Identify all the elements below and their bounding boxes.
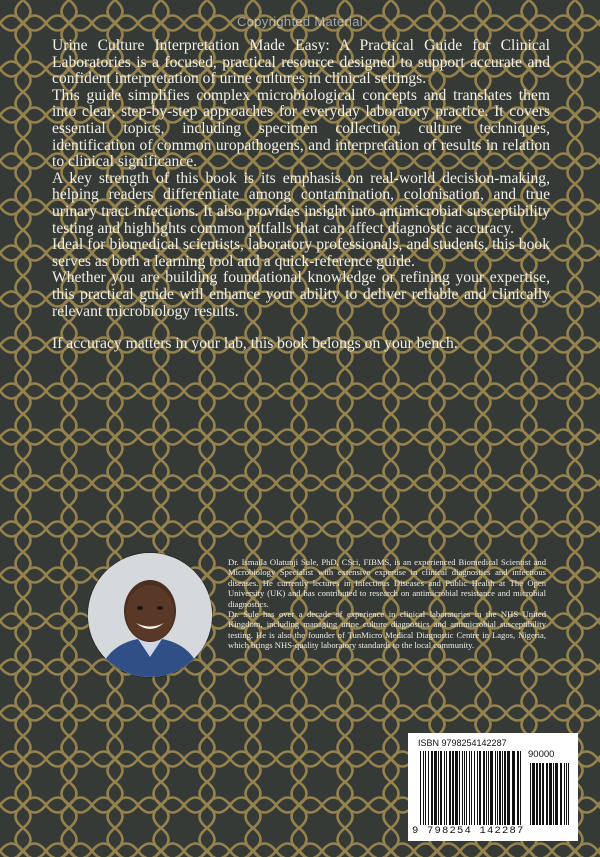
barcode-bar bbox=[532, 763, 535, 825]
barcode-bar bbox=[539, 763, 541, 825]
barcode-bar bbox=[452, 751, 454, 825]
barcode-bar bbox=[512, 751, 515, 825]
barcode-bar bbox=[549, 763, 552, 825]
blurb-paragraph: A key strength of this book is its emphasis on real-world decision-making, helping readers differentiate among contamination, colonisation, and true urinary tract infections. It also provides insight into antimicrobial susceptibility testing and highlights common pitfalls that can affect diagnostic accuracy. bbox=[52, 169, 550, 237]
barcode-bar bbox=[499, 751, 501, 825]
barcode-bar bbox=[536, 763, 538, 825]
barcode-bar bbox=[438, 751, 439, 825]
barcode-bar bbox=[520, 751, 521, 825]
barcode-bar bbox=[566, 763, 567, 825]
barcode-bar bbox=[564, 763, 565, 825]
barcode-bar bbox=[464, 751, 465, 825]
barcode-bar bbox=[471, 751, 472, 825]
barcode-bar bbox=[466, 751, 467, 825]
barcode-bar bbox=[568, 763, 569, 825]
barcode-bar bbox=[555, 763, 558, 825]
blurb-paragraph: Urine Culture Interpretation Made Easy: A Practical Guide for Clinical Laboratories is a focused, practical resource designed to support accurate and confident interpretation of urine cultures in clinical settings. bbox=[52, 37, 550, 88]
barcode-bar bbox=[490, 751, 493, 825]
price-code: 90000 bbox=[528, 749, 555, 760]
barcode-bar bbox=[459, 751, 460, 825]
barcode-bar bbox=[479, 751, 481, 825]
barcode-bar bbox=[449, 751, 451, 825]
barcode-bar bbox=[474, 751, 475, 825]
blurb-closing-line: If accuracy matters in your lab, this book belongs on your bench. bbox=[52, 335, 458, 353]
barcode-bar bbox=[553, 763, 554, 825]
isbn-barcode bbox=[408, 733, 578, 841]
author-bio bbox=[228, 557, 546, 651]
barcode-bar bbox=[444, 751, 445, 825]
barcode-bar bbox=[560, 763, 562, 825]
barcode-bar bbox=[517, 751, 519, 825]
barcode-bar bbox=[455, 751, 458, 825]
barcode-bar bbox=[486, 751, 487, 825]
barcode-bar bbox=[462, 751, 463, 825]
barcode-bar bbox=[420, 751, 421, 825]
barcode-bar bbox=[530, 763, 531, 825]
barcode-bar bbox=[477, 751, 478, 825]
author-portrait-illustration bbox=[88, 553, 212, 677]
blurb-paragraph: Whether you are building foundational knowledge or refining your expertise, this practical guide will enhance your ability to deliver reliable and clinically relevant microbiology results. bbox=[52, 269, 550, 320]
barcode-bar bbox=[431, 751, 433, 825]
barcode-bar bbox=[502, 751, 503, 825]
blurb-paragraph: This guide simplifies complex microbiological concepts and translates them into clear, step-by-step approaches for everyday laboratory practice. It covers essential topics, including specimen collection, culture techniques, identification of common uropathogens, and interpretation of results in relation to clinical significance. bbox=[52, 86, 550, 171]
barcode-bar bbox=[542, 763, 544, 825]
barcode-bar bbox=[469, 751, 470, 825]
barcode-bar bbox=[495, 751, 496, 825]
barcode-bar bbox=[428, 751, 429, 825]
author-photo bbox=[88, 553, 212, 677]
author-bio-paragraph: Dr. Sule has over a decade of experience in clinical laboratories in the NHS United Kingdom, including managing urine culture diagnostics and antimicrobial susceptibility testing. He is also the founder of TunMicro Medical Diagnostic Centre in Lagos, Nigeria, which brings NHS-quality laboratory standards to the local community. bbox=[228, 609, 546, 651]
copyright-watermark: Copyrighted Material bbox=[237, 14, 363, 29]
barcode-bar bbox=[483, 751, 485, 825]
isbn-label: ISBN 9798254142287 bbox=[418, 738, 507, 748]
barcode-bar bbox=[423, 751, 424, 825]
isbn-digits: 9 798254 142287 bbox=[412, 825, 525, 837]
barcode-bar bbox=[546, 763, 548, 825]
barcode-bar bbox=[488, 751, 489, 825]
barcode-bar bbox=[504, 751, 506, 825]
author-bio-paragraph: Dr. Ismaila Olatunji Sule, PhD, CSci, FIBMS, is an experienced Biomedical Scientist and Microbiology Specialist with extensive expertise in clinical diagnostics and infectious diseases. He currently lectures in Infectious Diseases and Public Health at The Open University (UK) and has contributed to research on antimicrobial resistance and microbial diagnostics. bbox=[228, 557, 546, 609]
book-blurb bbox=[52, 38, 550, 353]
barcode-bar bbox=[497, 751, 498, 825]
barcode-bar bbox=[507, 751, 510, 825]
blurb-paragraph: Ideal for biomedical scientists, laboratory professionals, and students, this book serves as both a learning tool and a quick-reference guide. bbox=[52, 236, 550, 270]
barcode-bar bbox=[440, 751, 442, 825]
barcode-bar bbox=[446, 751, 447, 825]
barcode-bar bbox=[434, 751, 437, 825]
barcode-bar bbox=[425, 751, 426, 825]
